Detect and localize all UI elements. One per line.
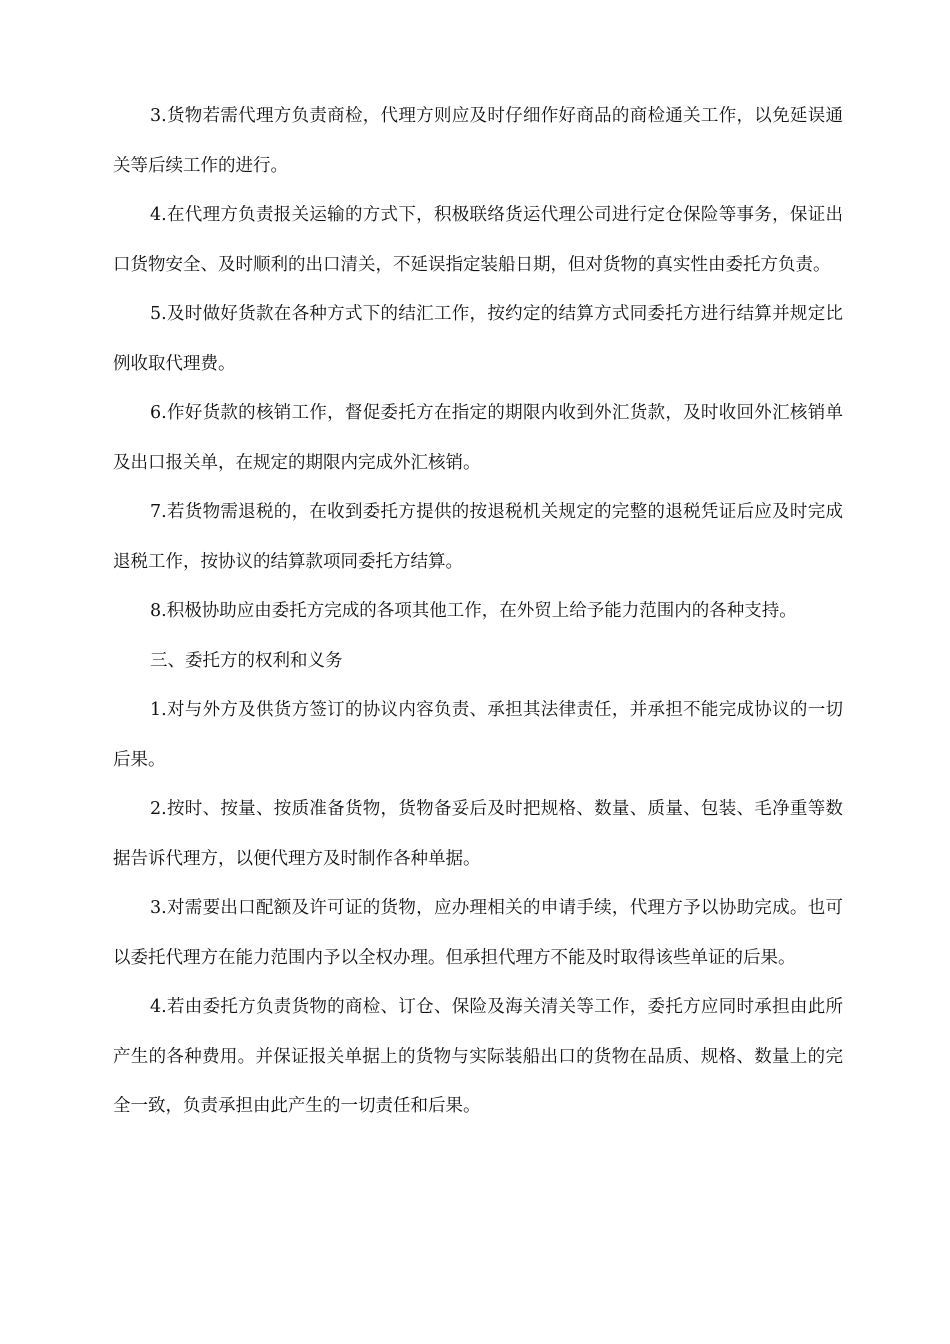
clause-principal-2-goods: 2.按时、按量、按质准备货物，货物备妥后及时把规格、数量、质量、包装、毛净重等数据告诉代理方，以便代理方及时制作各种单据。	[113, 799, 843, 869]
clause-principal-3-quota: 3.对需要出口配额及许可证的货物，应办理相关的申请手续，代理方予以协助完成。也可以委托代理方在能力范围内予以全权办理。但承担代理方不能及时取得该些单证的后果。	[113, 898, 843, 968]
section-heading-principal-rights: 三、委托方的权利和义务	[150, 650, 343, 671]
clause-agent-6-verification: 6.作好货款的核销工作，督促委托方在指定的期限内收到外汇货款，及时收回外汇核销单及出口报关单，在规定的期限内完成外汇核销。	[113, 403, 843, 473]
clause-principal-1-liability: 1.对与外方及供货方签订的协议内容负责、承担其法律责任，并承担不能完成协议的一切后果。	[113, 700, 843, 770]
clause-agent-5-settlement: 5.及时做好货款在各种方式下的结汇工作，按约定的结算方式同委托方进行结算并规定比例收取代理费。	[113, 304, 843, 374]
clause-agent-3-inspection: 3.货物若需代理方负责商检，代理方则应及时仔细作好商品的商检通关工作，以免延误通关等后续工作的进行。	[113, 106, 843, 176]
document-body	[113, 92, 843, 1132]
clause-agent-8-assistance: 8.积极协助应由委托方完成的各项其他工作，在外贸上给予能力范围内的各种支持。	[150, 601, 797, 621]
clause-agent-7-tax-refund: 7.若货物需退税的，在收到委托方提供的按退税机关规定的完整的退税凭证后应及时完成退税工作，按协议的结算款项同委托方结算。	[113, 502, 843, 572]
clause-principal-4-customs: 4.若由委托方负责货物的商检、订仓、保险及海关清关等工作，委托方应同时承担由此所产生的各种费用。并保证报关单据上的货物与实际装船出口的货物在品质、规格、数量上的完全一致，负责承担由此产生的一切责任和后果。	[113, 997, 843, 1116]
clause-agent-4-transport: 4.在代理方负责报关运输的方式下，积极联络货运代理公司进行定仓保险等事务，保证出口货物安全、及时顺利的出口清关，不延误指定装船日期，但对货物的真实性由委托方负责。	[113, 205, 843, 275]
